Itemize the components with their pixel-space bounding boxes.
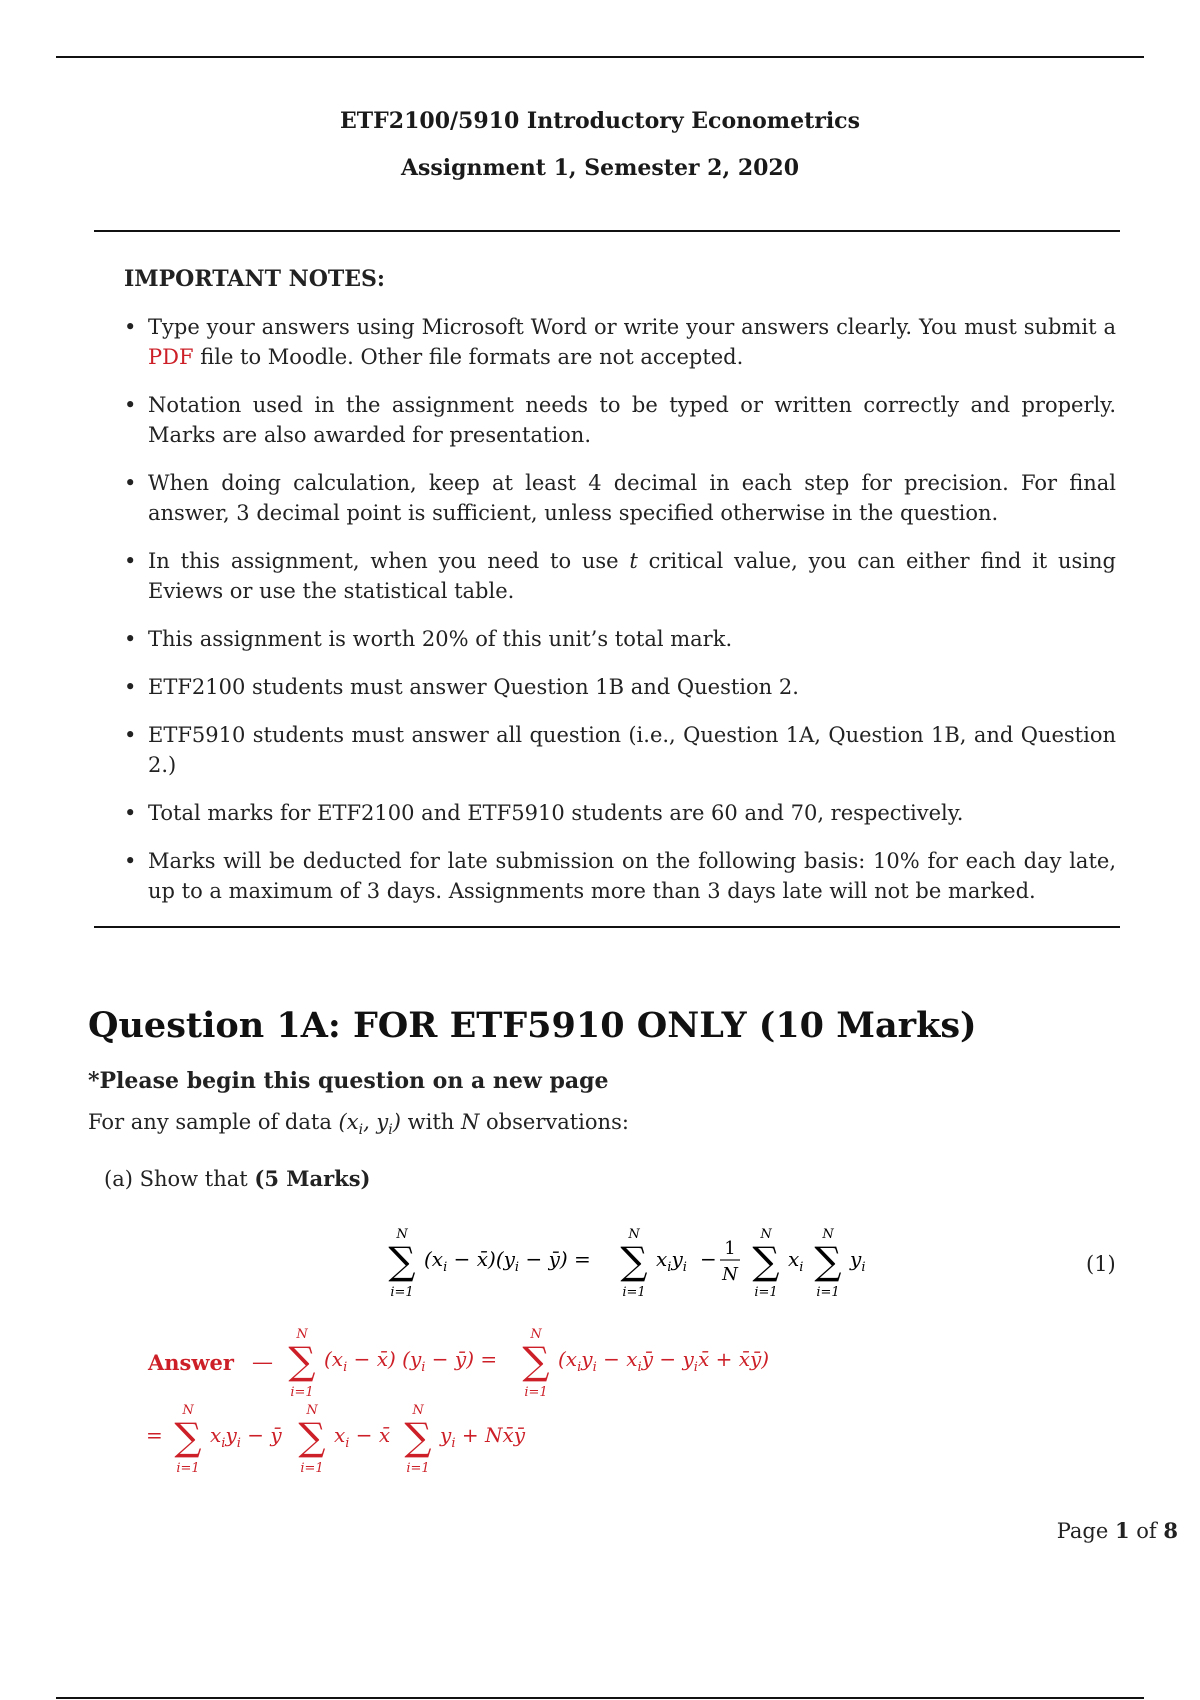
sum-upper: N: [760, 1227, 772, 1242]
t-symbol: t: [629, 549, 638, 573]
note-text: Marks will be deducted for late submission on the following basis: 10% for each day late, up to a maximum of 3 days. Assignments more than 3 days late will not be marked.: [148, 849, 1116, 903]
equation-1: [380, 1220, 900, 1310]
frac-den: N: [722, 1264, 738, 1285]
part-a: [104, 1166, 370, 1191]
sum-sign: ∑: [404, 1415, 432, 1459]
question-note: *Please begin this question on a new page: [88, 1068, 609, 1094]
bullet-icon: •: [124, 675, 137, 699]
eq1-minus: −: [700, 1247, 717, 1271]
question-intro: [88, 1110, 629, 1138]
notes-list: [124, 312, 1116, 924]
intro-text: observations:: [479, 1110, 629, 1134]
question-title: Question 1A: FOR ETF5910 ONLY (10 Marks): [88, 1005, 977, 1046]
answer-label: Answer: [148, 1350, 234, 1375]
sum-sign: ∑: [814, 1239, 842, 1283]
pair-symbol: ($x_i$, $y_i$): [338, 1110, 401, 1139]
sum-lower: i=1: [300, 1461, 324, 1476]
sum-upper: N: [396, 1227, 408, 1242]
course-title: ETF2100/5910 Introductory Econometrics: [340, 108, 860, 134]
intro-text: with: [400, 1110, 461, 1134]
top-rule: [56, 56, 1144, 58]
note-item: [124, 624, 1116, 654]
notes-rule: [94, 926, 1120, 928]
header-rule: [94, 230, 1120, 232]
assignment-title: Assignment 1, Semester 2, 2020: [400, 155, 800, 181]
page-total: 8: [1163, 1518, 1178, 1543]
bullet-icon: •: [124, 849, 137, 873]
sum-sign: ∑: [620, 1239, 648, 1283]
pdf-link[interactable]: PDF: [148, 345, 194, 369]
eq1-lhs: ($x_i$ − $x̄)(y_i$ − ȳ) =: [424, 1247, 591, 1275]
note-text: When doing calculation, keep at least 4 decimal in each step for precision. For final answer, 3 decimal point is sufficient, unless specified otherwise in the question.: [148, 471, 1116, 525]
sum-sign: ∑: [388, 1239, 416, 1283]
note-item: [124, 312, 1116, 372]
eq1-y: $y_i$: [850, 1247, 866, 1275]
answer-line-2: [146, 1396, 646, 1486]
notes-heading: IMPORTANT NOTES:: [124, 266, 386, 292]
note-text: ETF2100 students must answer Question 1B and Question 2.: [148, 675, 799, 699]
note-item: [124, 546, 1116, 606]
ans1-rhs: ($x_iy_i$ − $x_iȳ$ − $y_ix̄$ + x̄ȳ): [558, 1347, 770, 1375]
frac-num: 1: [724, 1238, 736, 1259]
sum-upper: N: [182, 1403, 194, 1418]
sum-sign: ∑: [298, 1415, 326, 1459]
sum-lower: i=1: [176, 1461, 200, 1476]
note-text: file to Moodle. Other file formats are not accepted.: [193, 345, 744, 369]
ans1-lhs: ($x_i$ − x̄) ($y_i$ − ȳ) =: [324, 1347, 498, 1375]
sum-upper: N: [412, 1403, 424, 1418]
note-item: [124, 720, 1116, 780]
sum-upper: N: [296, 1327, 308, 1342]
sum-upper: N: [822, 1227, 834, 1242]
ans2-eq: =: [146, 1423, 163, 1447]
sum-lower: i=1: [622, 1285, 646, 1300]
page-indicator: [1057, 1518, 1178, 1543]
ans2-part1: $x_iy_i$ − ȳ: [210, 1423, 282, 1451]
note-item: [124, 390, 1116, 450]
note-item: [124, 468, 1116, 528]
sum-lower: i=1: [390, 1285, 414, 1300]
note-item: [124, 846, 1116, 906]
bullet-icon: •: [124, 801, 137, 825]
sum-upper: N: [306, 1403, 318, 1418]
note-item: [124, 798, 1116, 828]
part-label: (a) Show that: [104, 1167, 255, 1191]
note-text: Notation used in the assignment needs to be typed or written correctly and properly. Marks are also awarded for presentation.: [148, 393, 1116, 447]
ans2-part3: $y_i$ + Nx̄ȳ: [440, 1423, 526, 1451]
sum-upper: N: [628, 1227, 640, 1242]
sum-lower: i=1: [816, 1285, 840, 1300]
sum-lower: i=1: [290, 1385, 314, 1400]
note-text: In this assignment, when you need to use: [148, 549, 630, 573]
note-text: This assignment is worth 20% of this unit’s total mark.: [148, 627, 733, 651]
n-symbol: N: [460, 1110, 480, 1134]
intro-text: For any sample of data: [88, 1110, 339, 1134]
bullet-icon: •: [124, 393, 137, 417]
ans2-part2: $x_i$ − x̄: [334, 1423, 391, 1451]
sum-sign: ∑: [522, 1339, 550, 1383]
note-text: Total marks for ETF2100 and ETF5910 students are 60 and 70, respectively.: [148, 801, 964, 825]
sum-lower: i=1: [754, 1285, 778, 1300]
sum-lower: i=1: [524, 1385, 548, 1400]
bottom-rule: [56, 1697, 1144, 1699]
part-marks: (5 Marks): [254, 1166, 371, 1191]
bullet-icon: •: [124, 549, 137, 573]
sum-sign: ∑: [174, 1415, 202, 1459]
bullet-icon: •: [124, 627, 137, 651]
bullet-icon: •: [124, 723, 137, 747]
equation-number: (1): [1086, 1252, 1116, 1276]
note-text: ETF5910 students must answer all question (i.e., Question 1A, Question 1B, and Question 2.): [148, 723, 1116, 777]
sum-upper: N: [530, 1327, 542, 1342]
eq1-x: $x_i$: [788, 1247, 804, 1275]
sum-sign: ∑: [288, 1339, 316, 1383]
note-item: [124, 672, 1116, 702]
note-text: Type your answers using Microsoft Word or write your answers clearly. You must submit a: [148, 315, 1116, 339]
sum-lower: i=1: [406, 1461, 430, 1476]
page-of: of: [1136, 1519, 1157, 1543]
answer-dash: —: [252, 1350, 273, 1374]
page-label: Page: [1056, 1519, 1109, 1543]
bullet-icon: •: [124, 471, 137, 495]
eq1-xy: $x_iy_i$: [656, 1247, 687, 1275]
bullet-icon: •: [124, 315, 137, 339]
sum-sign: ∑: [752, 1239, 780, 1283]
page-current: 1: [1114, 1518, 1130, 1543]
note-text: critical value, you can either find it using Eviews or use the statistical table.: [148, 549, 1116, 603]
